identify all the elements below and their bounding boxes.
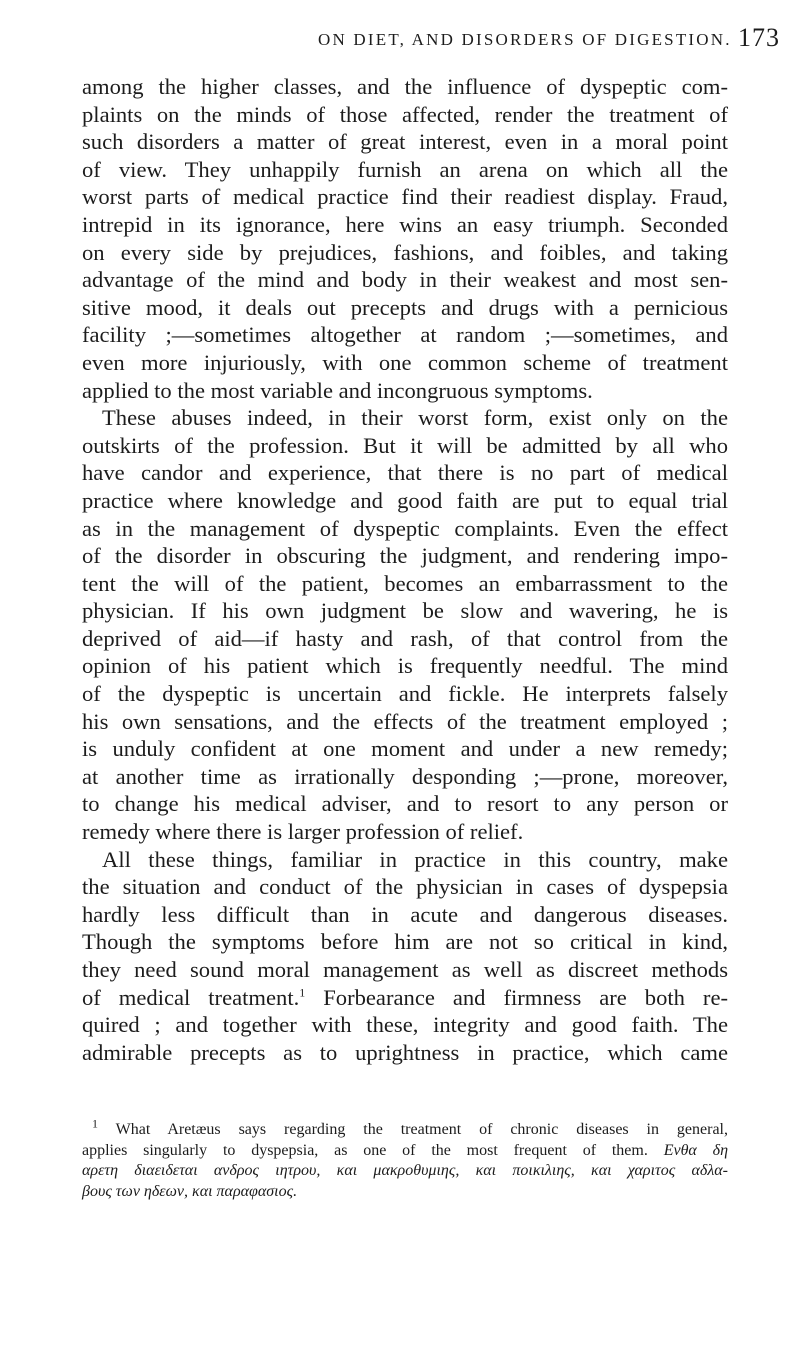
text-line-2: plaints on the minds of those affected, render the treatment of [82, 101, 728, 127]
text-line-34-end: Forbearance and firmness are both re- [305, 984, 728, 1010]
text-line-15: have candor and experience, that there is no part of medical [82, 460, 728, 486]
text-line-25: is unduly confident at one moment and under a new remedy; [82, 736, 728, 762]
text-line-7: on every side by prejudices, fashions, and foibles, and taking [82, 239, 728, 265]
footnotes [82, 1116, 729, 1202]
text-line-21: deprived of aid—if hasty and rash, of that control from the [82, 625, 728, 651]
text-line-23: of the dyspeptic is uncertain and fickle. He interprets falsely [82, 681, 728, 707]
text-line-29: All these things, familiar in practice in this country, make [102, 846, 728, 872]
footnote-line-3: αρετη διαειδεται ανδρος ιητρου, και μακροθυμιης, και ποικιλιης, και χαριτος αδλα- [82, 1162, 728, 1179]
footnote-greek-start: Ενθα δη [663, 1141, 729, 1159]
text-line-16: practice where knowledge and good faith are put to equal trial [82, 487, 728, 513]
text-line-4: of view. They unhappily furnish an arena on which all the [82, 156, 728, 182]
text-line-9: sitive mood, it deals out precepts and drugs with a pernicious [82, 294, 728, 320]
text-line-28: remedy where there is larger profession of relief. [82, 819, 524, 845]
text-line-11: even more injuriously, with one common scheme of treatment [82, 349, 728, 375]
text-line-34-start: of medical treatment. [82, 984, 300, 1010]
text-line-32: Though the symptoms before him are not so critical in kind, [82, 929, 728, 955]
text-line-27: to change his medical adviser, and to resort to any person or [82, 791, 728, 817]
text-line-22: opinion of his patient which is frequently needful. The mind [82, 653, 728, 679]
text-line-3: such disorders a matter of great interest, even in a moral point [82, 129, 728, 155]
text-line-5: worst parts of medical practice find their readiest display. Fraud, [82, 184, 728, 210]
footnote-line-4: βους των ηδεων, και παραφασιος. [82, 1182, 298, 1200]
text-line-33: they need sound moral management as well as discreet methods [82, 957, 728, 982]
footnote-reference: 1 [299, 985, 306, 1000]
text-line-34 [82, 984, 728, 1012]
text-line-35: quired ; and together with these, integrity and good faith. The [82, 1012, 728, 1038]
text-line-20: physician. If his own judgment be slow and wavering, he is [82, 598, 728, 624]
text-line-10: facility ;—sometimes altogether at random ;—sometimes, and [82, 322, 728, 348]
text-line-17: as in the management of dyspeptic complaints. Even the effect [82, 515, 728, 541]
text-line-12: applied to the most variable and incongruous symptoms. [82, 377, 593, 403]
footnote-line-2 [82, 1141, 728, 1162]
body-text [82, 73, 728, 1066]
running-title: ON DIET, AND DISORDERS OF DIGESTION. [318, 30, 732, 49]
footnote-line-1 [82, 1116, 729, 1141]
text-line-18: of the disorder in obscuring the judgment, and rendering impo- [82, 543, 728, 569]
text-line-31: hardly less difficult than in acute and dangerous diseases. [82, 901, 728, 927]
text-line-1: among the higher classes, and the influence of dyspeptic com- [82, 74, 728, 99]
text-line-14: outskirts of the profession. But it will be admitted by all who [82, 432, 728, 458]
text-line-8: advantage of the mind and body in their weakest and most sen- [82, 267, 728, 293]
text-line-36: admirable precepts as to uprightness in practice, which came [82, 1039, 728, 1065]
text-line-26: at another time as irrationally desponding ;—prone, moreover, [82, 763, 728, 789]
footnote-text-2: applies singularly to dyspepsia, as one of the most frequent of them. [82, 1141, 648, 1159]
footnote-marker: 1 [92, 1116, 98, 1131]
text-line-30: the situation and conduct of the physician in cases of dyspepsia [82, 874, 728, 900]
text-line-13: These abuses indeed, in their worst form, exist only on the [102, 405, 728, 431]
text-line-19: tent the will of the patient, becomes an embarrassment to the [82, 570, 728, 596]
page-number: 173 [738, 23, 780, 52]
text-line-6: intrepid in its ignorance, here wins an easy triumph. Seconded [82, 211, 728, 237]
footnote-text-1: What Aretæus says regarding the treatment of chronic diseases in general, [115, 1121, 729, 1138]
text-line-24: his own sensations, and the effects of the treatment employed ; [82, 708, 728, 734]
